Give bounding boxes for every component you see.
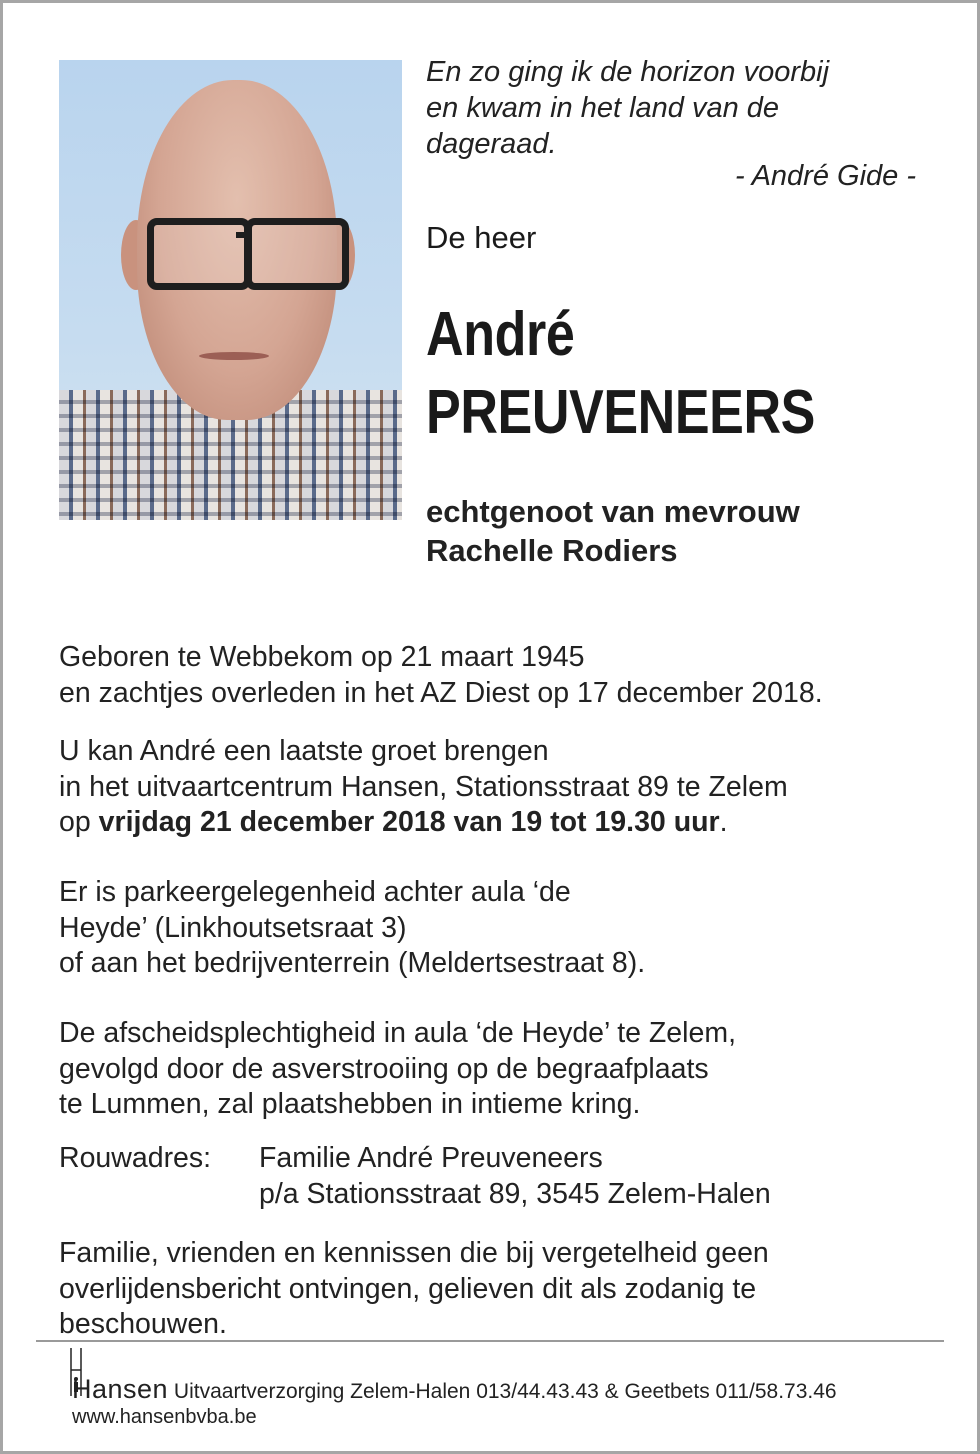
funeral-home-brand: Hansen [72,1374,169,1404]
address-value [259,1141,771,1212]
address-label: Rouwadres: [59,1142,212,1174]
first-name: André [426,300,575,369]
last-name: PREUVENEERS [426,378,815,447]
portrait-photo [59,60,402,520]
visit-datetime: vrijdag 21 december 2018 van 19 tot 19.30 uur [98,806,720,838]
funeral-home-contact: Uitvaartverzorging Zelem-Halen 013/44.43.43 & Geetbets 011/58.73.46 [173,1380,837,1403]
spouse-line: echtgenoot van mevrouw [426,494,800,529]
birth-death-info [59,640,823,711]
parking-line: of aan het bedrijventerrein (Meldertsestraat 8). [59,947,646,979]
birth-line: Geboren te Webbekom op 21 maart 1945 [59,641,585,673]
funeral-home-info [72,1374,837,1405]
closing-line: Familie, vrienden en kennissen die bij vergetelheid geen [59,1237,769,1269]
parking-info [59,875,645,982]
ceremony-line: gevolgd door de asverstrooiing op de begraafplaats [59,1052,709,1085]
ceremony-line: te Lummen, zal plaatshebben in intieme kring. [59,1088,641,1120]
visit-prefix: op [59,806,99,838]
honorific: De heer [426,220,537,255]
website-link[interactable]: www.hansenbvba.be [72,1406,257,1428]
spouse [426,492,800,570]
address-line: Familie André Preuveneers [259,1142,603,1174]
closing-line: beschouwen. [59,1308,227,1340]
quote-line: en kwam in het land van de [426,92,780,124]
closing-line: overlijdensbericht ontvingen, gelieven dit als zodanig te [59,1272,757,1305]
deceased-name [426,296,815,452]
parking-line: Heyde’ (Linkhoutsetsraat 3) [59,911,407,944]
visitation-info [59,734,788,841]
visit-line: in het uitvaartcentrum Hansen, Stationsstraat 89 te Zelem [59,770,788,803]
parking-line: Er is parkeergelegenheid achter aula ‘de [59,876,571,908]
ceremony-line: De afscheidsplechtigheid in aula ‘de Heyde’ te Zelem, [59,1017,737,1049]
visit-time [59,805,788,841]
ceremony-info [59,1016,736,1123]
death-line: en zachtjes overleden in het AZ Diest op 17 december 2018. [59,676,823,709]
divider [36,1340,944,1342]
quote-line: En zo ging ik de horizon voorbij [426,56,830,88]
quote [426,54,829,162]
visit-suffix: . [719,806,728,838]
quote-author: - André Gide - [734,160,916,192]
spouse-name: Rachelle Rodiers [426,533,678,568]
visit-line: U kan André een laatste groet brengen [59,735,549,767]
address-line: p/a Stationsstraat 89, 3545 Zelem-Halen [259,1177,771,1210]
quote-line: dageraad. [426,128,557,160]
closing-note [59,1236,769,1343]
